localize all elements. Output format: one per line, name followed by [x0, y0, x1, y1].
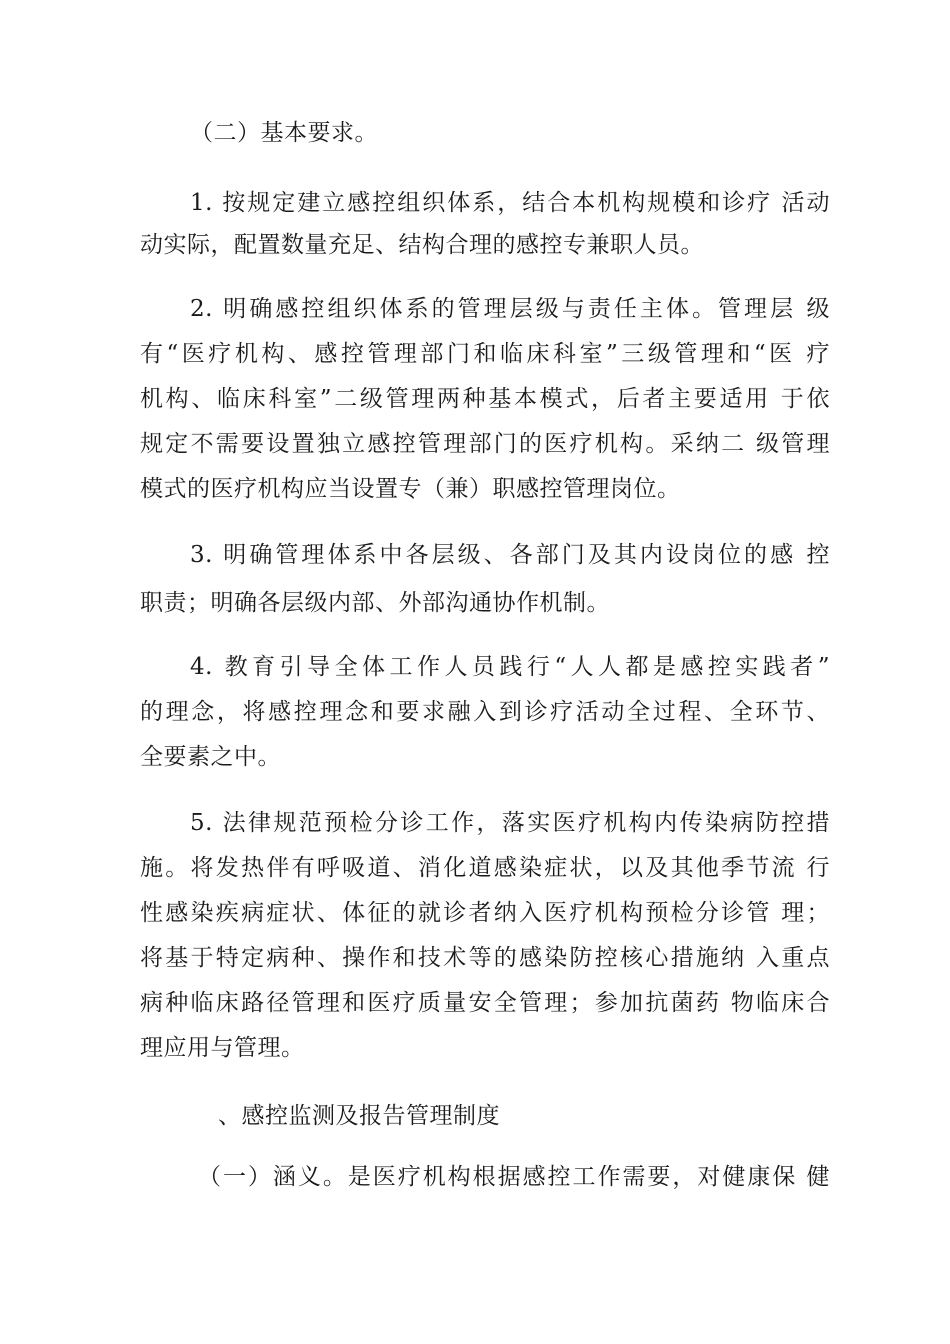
item-3-line-1: 3. 明确管理体系中各层级、各部门及其内设岗位的感 控 [190, 542, 830, 568]
item-4-line-1: 4. 教育引导全体工作人员践行“人人都是感控实践者” [190, 654, 830, 680]
item-5-line-5: 病种临床路径管理和医疗质量安全管理；参加抗菌药 物临床合 [140, 990, 830, 1016]
item-2-line-1: 2. 明确感控组织体系的管理层级与责任主体。管理层 级 [190, 296, 830, 322]
item-1-line-1: 1. 按规定建立感控组织体系，结合本机构规模和诊疗 活动 [190, 190, 830, 216]
item-4-line-2: 的理念，将感控理念和要求融入到诊疗活动全过程、全环节、 [140, 699, 830, 725]
item-5-line-4: 将基于特定病种、操作和技术等的感染防控核心措施纳 入重点 [140, 945, 830, 971]
item-4-line-3: 全要素之中。 [140, 744, 281, 770]
section-heading: 、感控监测及报告管理制度 [218, 1103, 500, 1129]
item-2-line-4: 规定不需要设置独立感控管理部门的医疗机构。采纳二 级管理 [140, 431, 830, 457]
item-1-line-2: 动实际，配置数量充足、结构合理的感控专兼职人员。 [140, 232, 704, 258]
subheading-basic-requirements: （二）基本要求。 [190, 120, 378, 146]
definition-line: （一）涵义。是医疗机构根据感控工作需要，对健康保 健 [198, 1164, 830, 1190]
item-5-line-3: 性感染疾病症状、体征的就诊者纳入医疗机构预检分诊管 理； [140, 900, 830, 926]
item-5-line-6: 理应用与管理。 [140, 1035, 305, 1061]
item-3-line-2: 职责；明确各层级内部、外部沟通协作机制。 [140, 590, 610, 616]
item-2-line-5: 模式的医疗机构应当设置专（兼）职感控管理岗位。 [140, 476, 681, 502]
item-2-line-3: 机构、临床科室”二级管理两种基本模式，后者主要适用 于依 [140, 386, 830, 412]
item-2-line-2: 有“医疗机构、感控管理部门和临床科室”三级管理和“医 疗 [140, 341, 830, 367]
item-5-line-2: 施。将发热伴有呼吸道、消化道感染症状，以及其他季节流 行 [140, 855, 830, 881]
item-5-line-1: 5. 法律规范预检分诊工作，落实医疗机构内传染病防控措 [190, 810, 830, 836]
